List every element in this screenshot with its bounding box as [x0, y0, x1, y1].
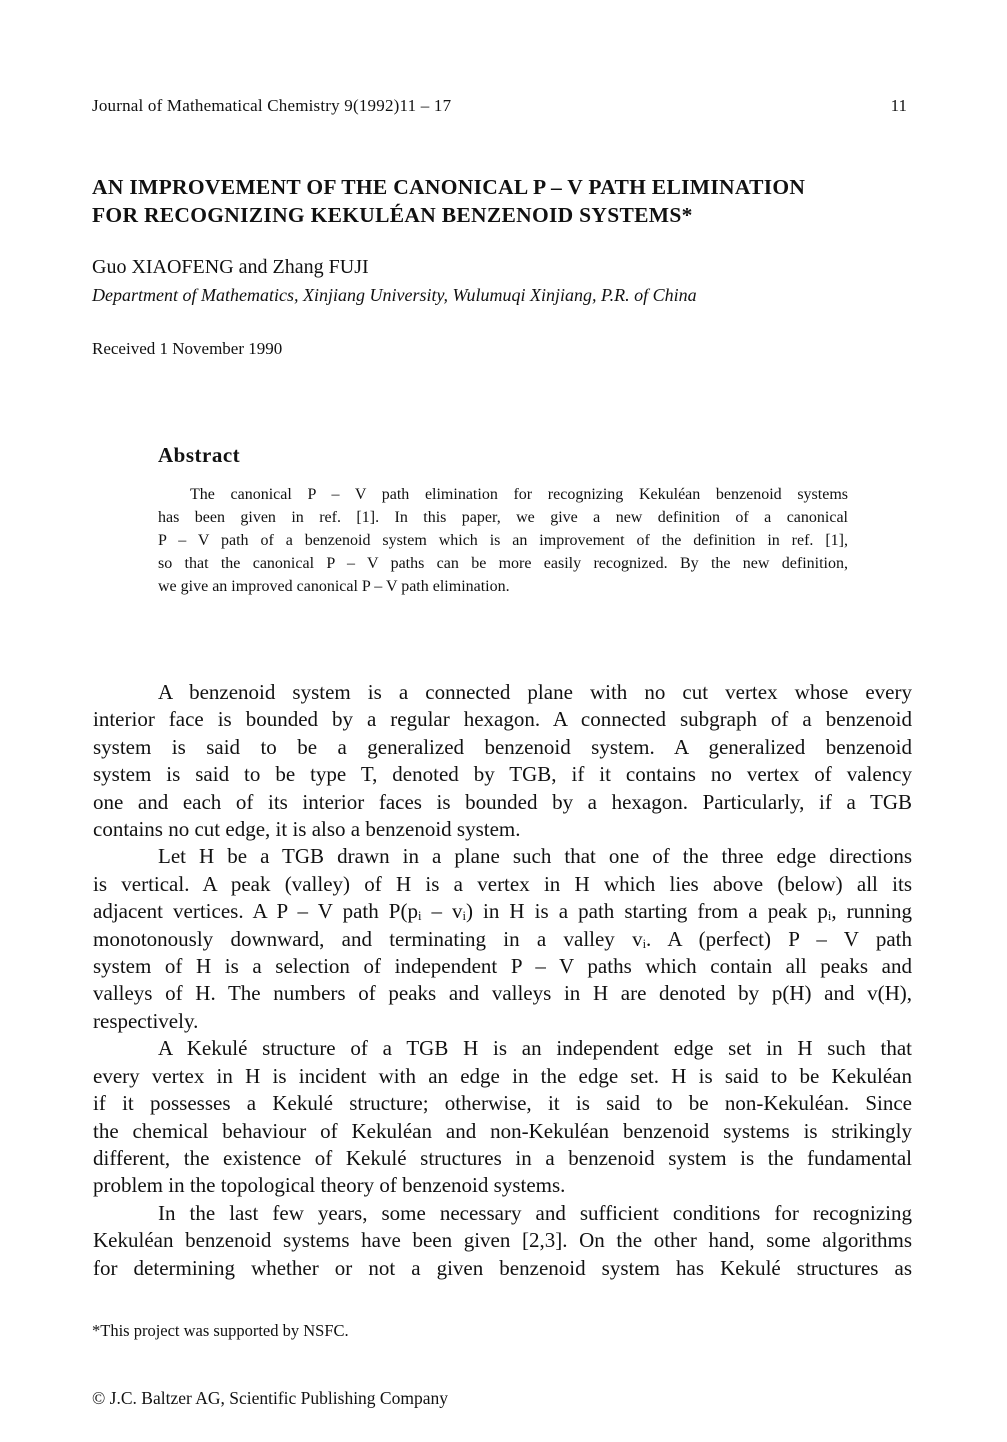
body-line: system of H is a selection of independent P – V paths which contain all peaks and — [93, 954, 912, 979]
body-line: Kekuléan benzenoid systems have been given [2,3]. On the other hand, some algorithms — [93, 1228, 912, 1253]
body-line: is vertical. A peak (valley) of H is a vertex in H which lies above (below) all its — [93, 871, 912, 896]
body-line: Let H be a TGB drawn in a plane such that one of the three edge directions — [158, 844, 912, 869]
abstract-line: P – V path of a benzenoid system which is an improvement of the definition in ref. [1], — [158, 532, 848, 549]
paper-title — [92, 173, 805, 229]
body-line: In the last few years, some necessary and sufficient conditions for recognizing — [158, 1200, 912, 1225]
body-line: for determining whether or not a given benzenoid system has Kekulé structures as — [93, 1255, 912, 1280]
footnote: *This project was supported by NSFC. — [92, 1321, 349, 1340]
affiliation: Department of Mathematics, Xinjiang University, Wulumuqi Xinjiang, P.R. of China — [92, 285, 697, 305]
body-line: one and each of its interior faces is bounded by a hexagon. Particularly, if a TGB — [93, 789, 912, 814]
authors: Guo XIAOFENG and Zhang FUJI — [92, 256, 369, 278]
abstract-line: so that the canonical P – V paths can be more easily recognized. By the new definition, — [158, 555, 848, 572]
body-line: interior face is bounded by a regular hexagon. A connected subgraph of a benzenoid — [93, 707, 912, 732]
body-line: system is said to be type T, denoted by TGB, if it contains no vertex of valency — [93, 762, 912, 787]
body-line: if it possesses a Kekulé structure; otherwise, it is said to be non-Kekuléan. Since — [93, 1091, 912, 1116]
body-line: A benzenoid system is a connected plane with no cut vertex whose every — [158, 680, 912, 704]
title-line-1: AN IMPROVEMENT OF THE CANONICAL P – V PATH ELIMINATION — [92, 175, 806, 199]
body-line: problem in the topological theory of benzenoid systems. — [93, 1173, 566, 1198]
abstract-line: we give an improved canonical P – V path elimination. — [158, 578, 510, 595]
abstract-line: The canonical P – V path elimination for recognizing Kekuléan benzenoid systems — [190, 486, 848, 503]
body-line: contains no cut edge, it is also a benzenoid system. — [93, 817, 521, 842]
body-line: monotonously downward, and terminating in a valley vᵢ. A (perfect) P – V path — [93, 926, 912, 951]
abstract-text — [158, 483, 848, 598]
abstract-heading: Abstract — [158, 443, 241, 467]
body-line: every vertex in H is incident with an edge in the edge set. H is said to be Kekuléan — [93, 1063, 912, 1088]
copyright-notice: © J.C. Baltzer AG, Scientific Publishing Company — [92, 1388, 448, 1408]
running-head: Journal of Mathematical Chemistry 9(1992)11 – 17 — [92, 96, 452, 115]
body-line: A Kekulé structure of a TGB H is an independent edge set in H such that — [158, 1036, 912, 1061]
body-line: the chemical behaviour of Kekuléan and non-Kekuléan benzenoid systems is strikingly — [93, 1118, 912, 1143]
received-date: Received 1 November 1990 — [92, 339, 283, 358]
abstract-line: has been given in ref. [1]. In this paper, we give a new definition of a canonical — [158, 509, 848, 526]
page-number: 11 — [890, 96, 907, 115]
body-line: different, the existence of Kekulé structures in a benzenoid system is the fundamental — [93, 1145, 912, 1170]
body-line: adjacent vertices. A P – V path P(pᵢ – vᵢ) in H is a path starting from a peak pᵢ, running — [93, 899, 912, 924]
body-line: respectively. — [93, 1008, 199, 1033]
body-line: system is said to be a generalized benzenoid system. A generalized benzenoid — [93, 734, 912, 759]
title-line-2: FOR RECOGNIZING KEKULÉAN BENZENOID SYSTEMS* — [92, 203, 693, 227]
body-text — [93, 679, 912, 1282]
body-line: valleys of H. The numbers of peaks and valleys in H are denoted by p(H) and v(H), — [93, 981, 912, 1006]
